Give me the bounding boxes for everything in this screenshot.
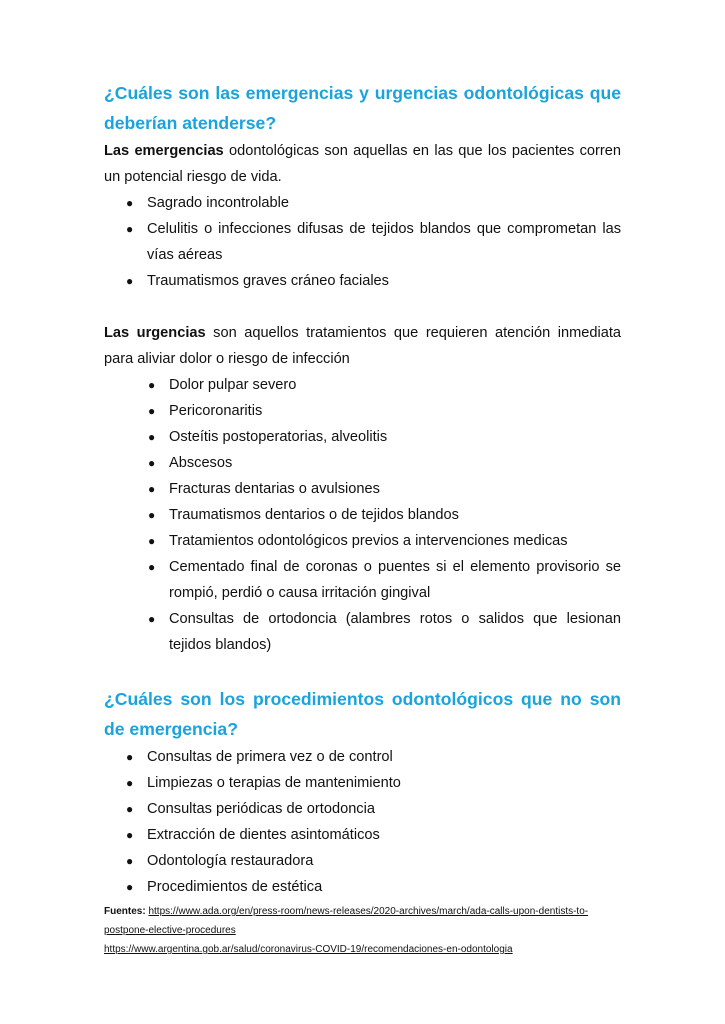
- urgencias-list: [104, 372, 621, 658]
- spacer: [104, 658, 621, 684]
- list-item: ● Celulitis o infecciones difusas de tejidos blandos que comprometan las vías aéreas: [104, 216, 621, 268]
- bullet-icon: ●: [148, 404, 156, 418]
- list-item: ● Odontología restauradora: [104, 848, 621, 874]
- list-item: ● Extracción de dientes asintomáticos: [104, 822, 621, 848]
- list-item: ● Limpiezas o terapias de mantenimiento: [104, 770, 621, 796]
- bullet-icon: ●: [126, 854, 134, 868]
- bullet-icon: ●: [148, 378, 156, 392]
- emergencias-label: Las emergencias: [104, 143, 224, 159]
- list-item: ● Sagrado incontrolable: [104, 190, 621, 216]
- emergencias-paragraph: [104, 138, 621, 190]
- bullet-icon: ●: [126, 802, 134, 816]
- list-item: ● Consultas periódicas de ortodoncia: [104, 796, 621, 822]
- list-item: ● Pericoronaritis: [104, 398, 621, 424]
- bullet-icon: ●: [126, 880, 134, 894]
- list-item: ● Consultas de primera vez o de control: [104, 744, 621, 770]
- list-item: ● Cementado final de coronas o puentes si el elemento provisorio se rompió, perdió o causa irritación gingival: [104, 554, 621, 606]
- emergencias-text: odontológicas son aquellas en las que los pacientes corren un potencial riesgo de vida.: [104, 143, 621, 185]
- list-item: ● Consultas de ortodoncia (alambres rotos o salidos que lesionan tejidos blandos): [104, 606, 621, 658]
- section1-title: ¿Cuáles son las emergencias y urgencias odontológicas que deberían atenderse?: [104, 83, 621, 133]
- list-item: ● Procedimientos de estética: [104, 874, 621, 900]
- sources-label: Fuentes:: [104, 906, 146, 917]
- list-item: ● Osteítis postoperatorias, alveolitis: [104, 424, 621, 450]
- section2-title: ¿Cuáles son los procedimientos odontológicos que no son de emergencia?: [104, 689, 621, 739]
- bullet-icon: ●: [148, 430, 156, 444]
- bullet-icon: ●: [148, 560, 156, 574]
- source-link-argentina[interactable]: https://www.argentina.gob.ar/salud/coronavirus-COVID-19/recomendaciones-en-odontologia: [104, 944, 513, 955]
- list-item: ● Traumatismos dentarios o de tejidos blandos: [104, 502, 621, 528]
- list-item: ● Traumatismos graves cráneo faciales: [104, 268, 621, 294]
- bullet-icon: ●: [126, 196, 134, 210]
- bullet-icon: ●: [148, 482, 156, 496]
- list-item: ● Fracturas dentarias o avulsiones: [104, 476, 621, 502]
- list-item: ● Abscesos: [104, 450, 621, 476]
- document-page: [104, 78, 621, 959]
- bullet-icon: ●: [148, 534, 156, 548]
- no-emergencia-list: [104, 744, 621, 900]
- sources-block: [104, 902, 621, 959]
- list-item: ● Dolor pulpar severo: [104, 372, 621, 398]
- bullet-icon: ●: [126, 274, 134, 288]
- bullet-icon: ●: [148, 456, 156, 470]
- list-item: ● Tratamientos odontológicos previos a intervenciones medicas: [104, 528, 621, 554]
- bullet-icon: ●: [126, 828, 134, 842]
- emergencias-list: [104, 190, 621, 294]
- spacer: [104, 294, 621, 320]
- urgencias-text: son aquellos tratamientos que requieren atención inmediata para aliviar dolor o riesgo de infección: [104, 325, 621, 367]
- bullet-icon: ●: [126, 750, 134, 764]
- bullet-icon: ●: [126, 776, 134, 790]
- urgencias-paragraph: [104, 320, 621, 372]
- bullet-icon: ●: [148, 612, 156, 626]
- urgencias-label: Las urgencias: [104, 325, 206, 341]
- source-link-ada[interactable]: https://www.ada.org/en/press-room/news-releases/2020-archives/march/ada-calls-upon-dentists-to-postpone-elective-procedures: [104, 906, 589, 936]
- bullet-icon: ●: [148, 508, 156, 522]
- bullet-icon: ●: [126, 222, 134, 236]
